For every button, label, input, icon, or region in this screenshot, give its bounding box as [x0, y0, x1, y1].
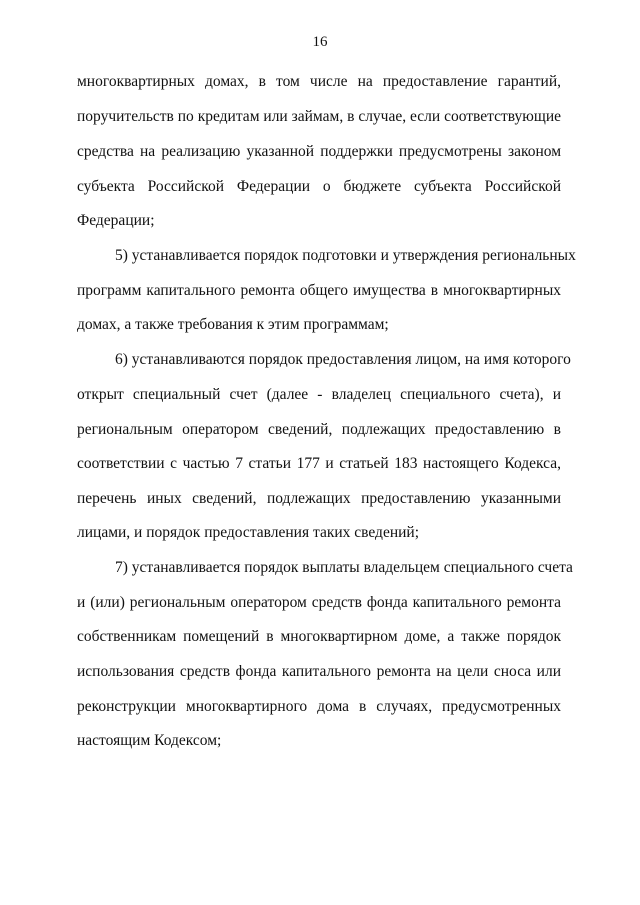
text-line: средства на реализацию указанной поддержки предусмотрены законом — [77, 143, 561, 160]
text-line: программ капитального ремонта общего имущества в многоквартирных — [77, 282, 561, 299]
text-line: собственникам помещений в многоквартирном доме, а также порядок — [77, 628, 561, 645]
text-line: многоквартирных домах, в том числе на предоставление гарантий, — [77, 73, 561, 90]
text-line: домах, а также требования к этим программам; — [77, 316, 389, 333]
text-line: и (или) региональным оператором средств фонда капитального ремонта — [77, 594, 561, 611]
text-line: реконструкции многоквартирного дома в случаях, предусмотренных — [77, 698, 561, 715]
text-line: использования средств фонда капитального ремонта на цели сноса или — [77, 663, 561, 680]
text-line: субъекта Российской Федерации о бюджете субъекта Российской — [77, 178, 561, 195]
text-line: открыт специальный счет (далее - владелец специального счета), и — [77, 386, 561, 403]
text-line: лицами, и порядок предоставления таких сведений; — [77, 524, 420, 541]
text-line: соответствии с частью 7 статьи 177 и статьей 183 настоящего Кодекса, — [77, 455, 561, 472]
text-line: поручительств по кредитам или займам, в случае, если соответствующие — [77, 108, 561, 125]
text-line: Федерации; — [77, 212, 155, 229]
text-line: региональным оператором сведений, подлежащих предоставлению в — [77, 421, 561, 438]
paragraph-start-line: 5) устанавливается порядок подготовки и утверждения региональных — [115, 247, 576, 264]
paragraph-start-line: 7) устанавливается порядок выплаты владельцем специального счета — [115, 559, 573, 576]
text-line: настоящим Кодексом; — [77, 732, 222, 749]
page-number: 16 — [312, 34, 328, 50]
paragraph-start-line: 6) устанавливаются порядок предоставления лицом, на имя которого — [115, 351, 571, 368]
text-line: перечень иных сведений, подлежащих предоставлению указанными — [77, 490, 561, 507]
